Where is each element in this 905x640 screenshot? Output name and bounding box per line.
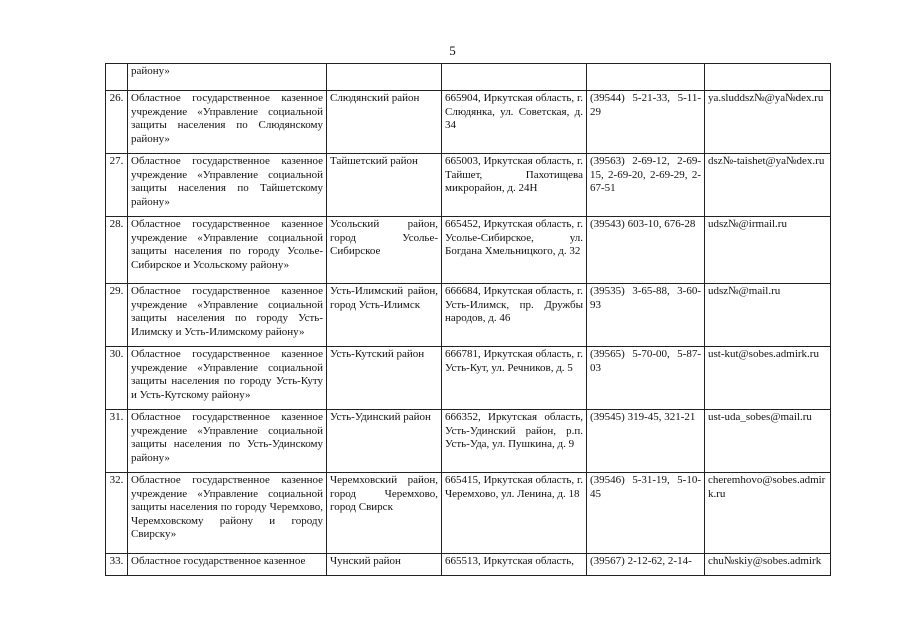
- district-cell: [327, 64, 442, 91]
- address-cell: 665513, Иркутская область,: [442, 554, 587, 576]
- table-row: [106, 154, 831, 217]
- row-number-cell: 26.: [106, 91, 128, 154]
- phone-cell: [587, 64, 705, 91]
- district-cell: Усольский район, город Усолье-Сибирское: [327, 217, 442, 284]
- institution-name-cell: району»: [128, 64, 327, 91]
- district-cell: Черемховский район, город Черемхово, город Свирск: [327, 473, 442, 554]
- address-cell: 665904, Иркутская область, г. Слюдянка, ул. Советская, д. 34: [442, 91, 587, 154]
- table-row: [106, 554, 831, 576]
- phone-cell: (39544) 5-21-33, 5-11-29: [587, 91, 705, 154]
- address-cell: 665415, Иркутская область, г. Черемхово, ул. Ленина, д. 18: [442, 473, 587, 554]
- phone-cell: (39545) 319-45, 321-21: [587, 410, 705, 473]
- row-number-cell: 30.: [106, 347, 128, 410]
- district-cell: Усть-Удинский район: [327, 410, 442, 473]
- address-cell: 665003, Иркутская область, г. Тайшет, Пахотищева микрорайон, д. 24Н: [442, 154, 587, 217]
- table-row: [106, 410, 831, 473]
- email-cell: udsz№@mail.ru: [705, 284, 831, 347]
- phone-cell: (39546) 5-31-19, 5-10-45: [587, 473, 705, 554]
- table-row: [106, 284, 831, 347]
- institution-name-cell: Областное государственное казенное: [128, 554, 327, 576]
- institution-name-cell: Областное государственное казенное учреждение «Управление социальной защиты населения по Тайшетскому району»: [128, 154, 327, 217]
- row-number-cell: 28.: [106, 217, 128, 284]
- phone-cell: (39563) 2-69-12, 2-69-15, 2-69-20, 2-69-29, 2-67-51: [587, 154, 705, 217]
- email-cell: dsz№-taishet@ya№dex.ru: [705, 154, 831, 217]
- table-row: [106, 473, 831, 554]
- phone-cell: (39535) 3-65-88, 3-60-93: [587, 284, 705, 347]
- row-number-cell: 27.: [106, 154, 128, 217]
- institution-name-cell: Областное государственное казенное учреждение «Управление социальной защиты населения по Слюдянскому району»: [128, 91, 327, 154]
- table-row-continuation: [106, 64, 831, 91]
- institution-name-cell: Областное государственное казенное учреждение «Управление социальной защиты населения по городу Усолье-Сибирское и Усольскому району»: [128, 217, 327, 284]
- table-row: [106, 217, 831, 284]
- address-cell: [442, 64, 587, 91]
- address-cell: 665452, Иркутская область, г. Усолье-Сибирское, ул. Богдана Хмельницкого, д. 32: [442, 217, 587, 284]
- district-cell: Усть-Кутский район: [327, 347, 442, 410]
- institution-name-cell: Областное государственное казенное учреждение «Управление социальной защиты населения по Усть-Удинскому району»: [128, 410, 327, 473]
- email-cell: udsz№@irmail.ru: [705, 217, 831, 284]
- district-cell: Чунский район: [327, 554, 442, 576]
- address-cell: 666781, Иркутская область, г. Усть-Кут, ул. Речников, д. 5: [442, 347, 587, 410]
- email-cell: ust-kut@sobes.admirk.ru: [705, 347, 831, 410]
- table-row: [106, 91, 831, 154]
- institution-name-cell: Областное государственное казенное учреждение «Управление социальной защиты населения по городу Черемхово, Черемховскому району и городу Свирску»: [128, 473, 327, 554]
- page-number: 5: [449, 43, 456, 58]
- row-number-cell: [106, 64, 128, 91]
- email-cell: cheremhovo@sobes.admirk.ru: [705, 473, 831, 554]
- district-cell: Усть-Илимский район, город Усть-Илимск: [327, 284, 442, 347]
- phone-cell: (39565) 5-70-00, 5-87-03: [587, 347, 705, 410]
- phone-cell: (39567) 2-12-62, 2-14-: [587, 554, 705, 576]
- table-row: [106, 347, 831, 410]
- district-cell: Слюдянский район: [327, 91, 442, 154]
- institutions-table: [105, 63, 831, 576]
- district-cell: Тайшетский район: [327, 154, 442, 217]
- email-cell: chu№skiy@sobes.admirk: [705, 554, 831, 576]
- address-cell: 666684, Иркутская область, г. Усть-Илимск, пр. Дружбы народов, д. 46: [442, 284, 587, 347]
- email-cell: ust-uda_sobes@mail.ru: [705, 410, 831, 473]
- institution-name-cell: Областное государственное казенное учреждение «Управление социальной защиты населения по городу Усть-Илимску и Усть-Илимскому району»: [128, 284, 327, 347]
- phone-cell: (39543) 603-10, 676-28: [587, 217, 705, 284]
- institution-name-cell: Областное государственное казенное учреждение «Управление социальной защиты населения по городу Усть-Куту и Усть-Кутскому району»: [128, 347, 327, 410]
- email-cell: [705, 64, 831, 91]
- row-number-cell: 31.: [106, 410, 128, 473]
- address-cell: 666352, Иркутская область, Усть-Удинский район, р.п. Усть-Уда, ул. Пушкина, д. 9: [442, 410, 587, 473]
- email-cell: ya.sluddsz№@ya№dex.ru: [705, 91, 831, 154]
- row-number-cell: 33.: [106, 554, 128, 576]
- row-number-cell: 29.: [106, 284, 128, 347]
- row-number-cell: 32.: [106, 473, 128, 554]
